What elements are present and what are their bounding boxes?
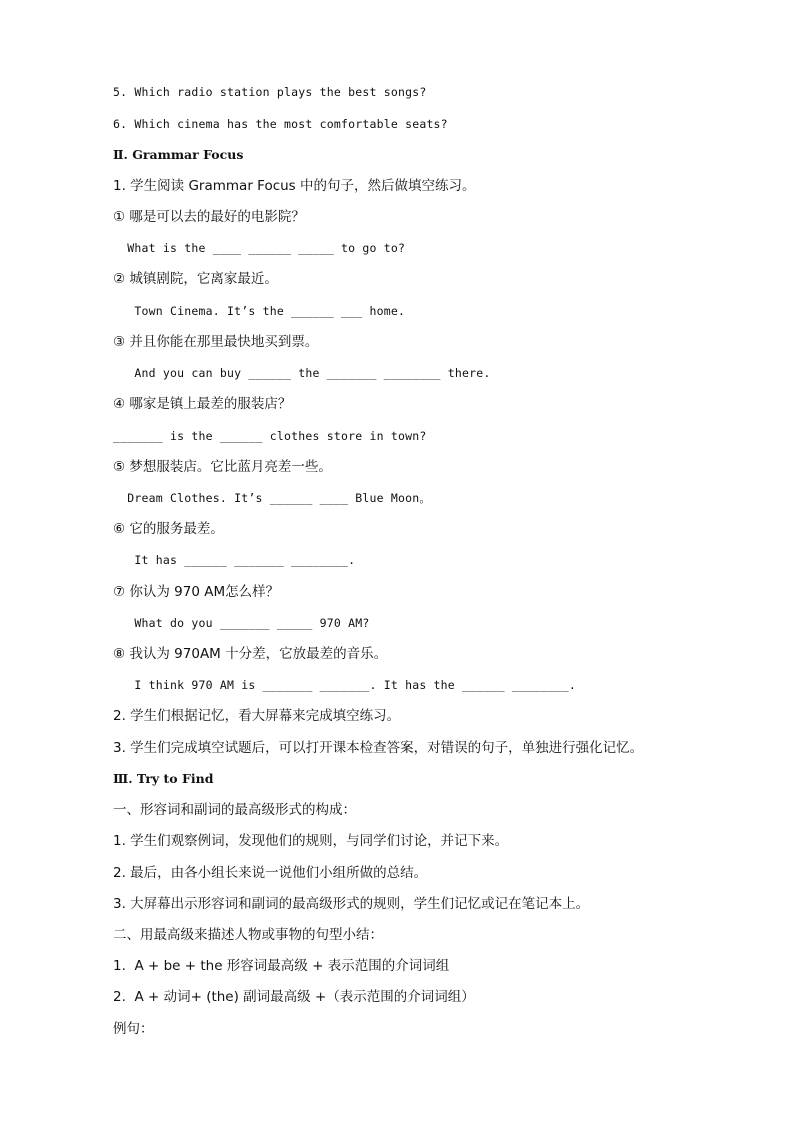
section-heading-try-to-find: Ⅲ. Try to Find [113, 771, 214, 786]
exercise-6-english: It has ______ _______ ________. [113, 553, 356, 567]
exercise-5-english: Dream Clothes. It’s ______ ____ Blue Moon。 [113, 491, 432, 505]
exercise-7-english: What do you _______ _____ 970 AM? [113, 616, 370, 630]
find-step-1: 1. 学生们观察例词，发现他们的规则，与同学们讨论，并记下来。 [113, 833, 509, 849]
exercise-1-english: What is the ____ ______ _____ to go to? [113, 241, 406, 255]
exercise-3-chinese: ③ 并且你能在那里最快地买到票。 [113, 334, 319, 350]
question-5: 5. Which radio station plays the best songs? [113, 85, 427, 99]
find-step-2: 2. 最后，由各小组长来说一说他们小组所做的总结。 [113, 865, 428, 881]
step-3-instruction: 3. 学生们完成填空试题后，可以打开课本检查答案，对错误的句子，单独进行强化记忆。 [113, 740, 644, 756]
section-heading-grammar-focus: Ⅱ. Grammar Focus [113, 147, 244, 162]
exercise-3-english: And you can buy ______ the _______ ________ there. [113, 366, 491, 380]
exercise-7-chinese: ⑦ 你认为 970 AM怎么样？ [113, 584, 280, 600]
subsection-1-heading: 一、形容词和副词的最高级形式的构成： [113, 802, 356, 818]
exercise-2-english: Town Cinema. It’s the ______ ___ home. [113, 304, 406, 318]
exercise-6-chinese: ⑥ 它的服务最差。 [113, 521, 224, 537]
step-1-instruction: 1. 学生阅读 Grammar Focus 中的句子，然后做填空练习。 [113, 178, 476, 194]
find-step-3: 3. 大屏幕出示形容词和副词的最高级形式的规则，学生们记忆或记在笔记本上。 [113, 896, 590, 912]
question-6: 6. Which cinema has the most comfortable seats? [113, 117, 448, 131]
pattern-2: 2. A + 动词+ (the) 副词最高级 +（表示范围的介词词组） [113, 989, 475, 1005]
exercise-8-chinese: ⑧ 我认为 970AM 十分差，它放最差的音乐。 [113, 646, 388, 662]
exercise-4-english: _______ is the ______ clothes store in town? [113, 429, 427, 443]
exercise-2-chinese: ② 城镇剧院，它离家最近。 [113, 271, 278, 287]
exercise-4-chinese: ④ 哪家是镇上最差的服装店？ [113, 396, 292, 412]
exercise-8-english: I think 970 AM is _______ _______. It has the ______ ________. [113, 678, 577, 692]
exercise-5-chinese: ⑤ 梦想服装店。它比蓝月亮差一些。 [113, 459, 332, 475]
subsection-2-heading: 二、用最高级来描述人物或事物的句型小结： [113, 927, 383, 943]
exercise-1-chinese: ① 哪是可以去的最好的电影院？ [113, 209, 305, 225]
step-2-instruction: 2. 学生们根据记忆，看大屏幕来完成填空练习。 [113, 708, 401, 724]
example-label: 例句： [113, 1021, 154, 1037]
pattern-1: 1. A + be + the 形容词最高级 + 表示范围的介词词组 [113, 958, 450, 974]
